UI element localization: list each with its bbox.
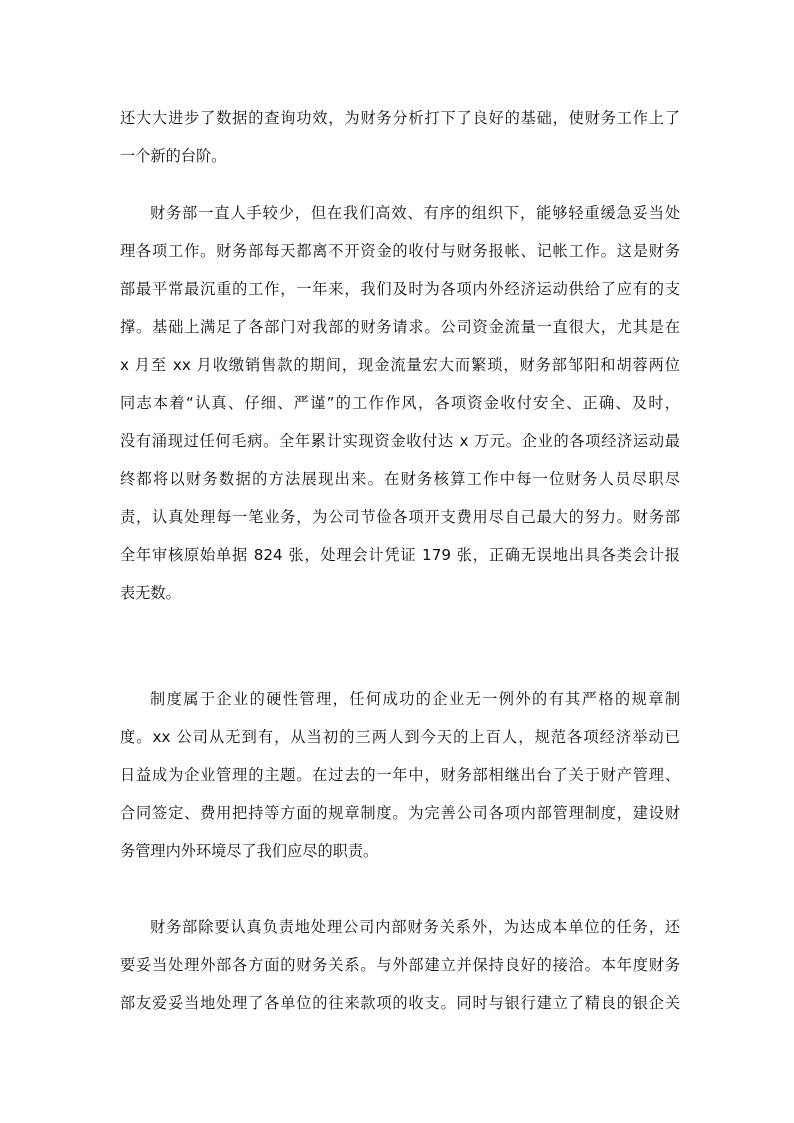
text-line: 制度属于企业的硬性管理，任何成功的企业无一例外的有其严格的规章制 [150,690,680,708]
text-line: 一个新的台阶。 [120,147,227,165]
text-line: 理各项工作。财务部每天都离不开资金的收付与财务报帐、记帐工作。这是财务 [120,242,680,260]
paragraph-2 [120,194,680,612]
text-line: 部最平常最沉重的工作，一年来，我们及时为各项内外经济运动供给了应有的支 [120,280,680,298]
text-line: x 月至 xx 月收缴销售款的期间，现金流量宏大而繁琐，财务部邹阳和胡蓉两位 [120,356,680,374]
paragraph-4 [120,908,680,1022]
text-line: 日益成为企业管理的主题。在过去的一年中，财务部相继出台了关于财产管理、 [120,766,680,784]
text-line: 没有涌现过任何毛病。全年累计实现资金收付达 x 万元。企业的各项经济运动最 [120,432,680,450]
text-line: 责，认真处理每一笔业务，为公司节俭各项开支费用尽自己最大的努力。财务部 [120,508,680,526]
text-line: 终都将以财务数据的方法展现出来。在财务核算工作中每一位财务人员尽职尽 [120,470,680,488]
text-line: 要妥当处理外部各方面的财务关系。与外部建立并保持良好的接洽。本年度财务 [120,956,680,974]
paragraph-1 [120,99,680,175]
text-line: 务管理内外环境尽了我们应尽的职责。 [120,842,379,860]
text-line: 财务部除要认真负责地处理公司内部财务关系外，为达成本单位的任务，还 [150,918,680,936]
text-line: 度。xx 公司从无到有，从当初的三两人到今天的上百人，规范各项经济举动已 [120,728,680,746]
text-line: 财务部一直人手较少，但在我们高效、有序的组织下，能够轻重缓急妥当处 [150,204,680,222]
text-line: 同志本着“认真、仔细、严谨”的工作作风，各项资金收付安全、正确、及时， [120,394,680,412]
text-line: 部友爱妥当地处理了各单位的往来款项的收支。同时与银行建立了精良的银企关 [120,994,680,1012]
text-line: 合同签定、费用把持等方面的规章制度。为完善公司各项内部管理制度，建设财 [120,804,680,822]
text-line: 全年审核原始单据 824 张，处理会计凭证 179 张，正确无误地出具各类会计报 [120,546,680,564]
paragraph-3 [120,680,680,870]
text-line: 撑。基础上满足了各部门对我部的财务请求。公司资金流量一直很大，尤其是在 [120,318,680,336]
text-line: 还大大进步了数据的查询功效，为财务分析打下了良好的基础，使财务工作上了 [120,109,680,127]
text-line: 表无数。 [120,584,181,602]
